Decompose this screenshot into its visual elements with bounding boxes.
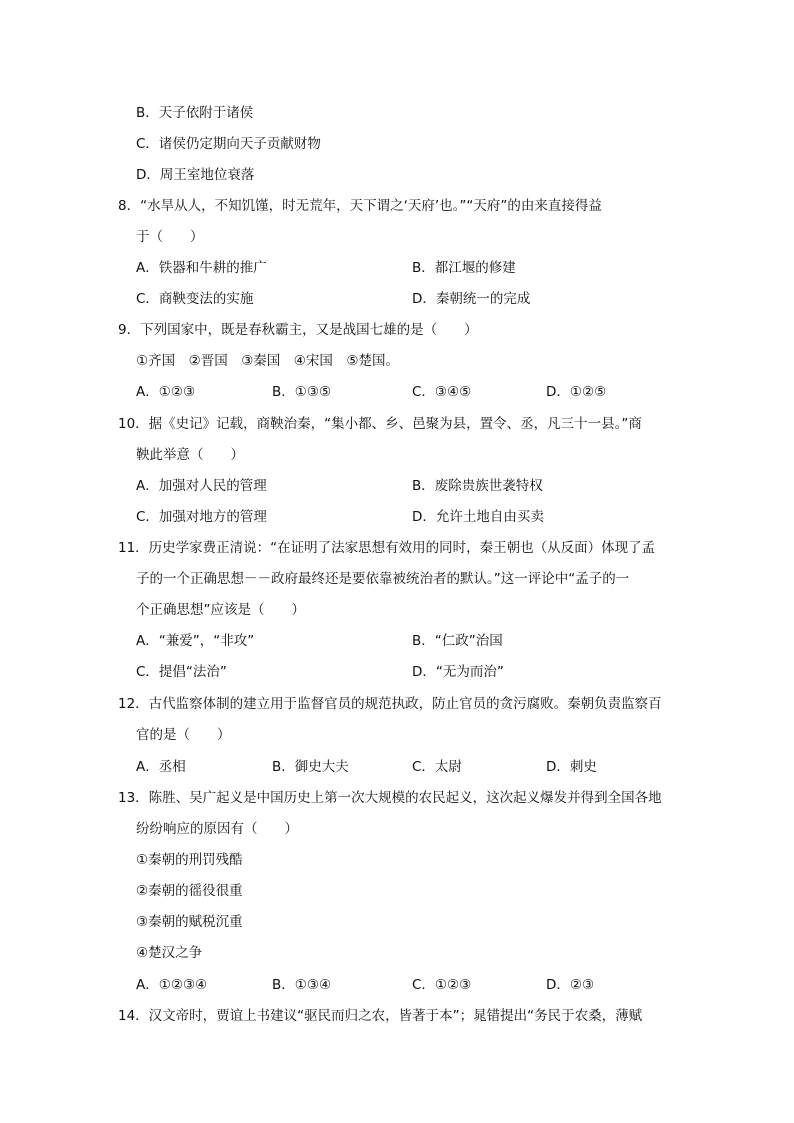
q7-option-d: D．周王室地位衰落: [136, 167, 255, 183]
q13-stem-line2: 纷纷响应的原因有（ ）: [136, 821, 298, 837]
q12-stem-line1: 12．古代监察体制的建立用于监督官员的规范执政，防止官员的贪污腐败。秦朝负责监察百: [118, 696, 662, 712]
q11-stem-line3: 个正确思想”应该是（ ）: [136, 602, 305, 618]
q13-option-d: D．②③: [546, 977, 595, 993]
q13-statement-1: ①秦朝的刑罚残酷: [136, 852, 243, 868]
q12-option-c: C．太尉: [412, 759, 462, 775]
q11-option-c: C．提倡“法治”: [136, 664, 227, 680]
q12-stem-line2: 官的是（ ）: [136, 727, 231, 743]
q8-option-a: A．铁器和牛耕的推广: [136, 260, 267, 276]
q9-option-d: D．①②⑤: [546, 384, 607, 400]
q8-stem-line1: 8．“水旱从人，不知饥馑，时无荒年，天下谓之‘天府’也。”“天府”的由来直接得益: [118, 198, 602, 214]
q9-stem-line2: ①齐国 ②晋国 ③秦国 ④宋国 ⑤楚国。: [136, 353, 400, 369]
q11-option-b: B．“仁政”治国: [412, 633, 503, 649]
q8-stem-line2: 于（ ）: [136, 229, 204, 245]
q7-option-c: C．诸侯仍定期向天子贡献财物: [136, 136, 321, 152]
q12-option-a: A．丞相: [136, 759, 186, 775]
q9-stem-line1: 9．下列国家中，既是春秋霸主，又是战国七雄的是（ ）: [118, 322, 478, 338]
q13-statement-2: ②秦朝的徭役很重: [136, 883, 243, 899]
q10-option-b: B．废除贵族世袭特权: [412, 478, 543, 494]
q13-stem-line1: 13．陈胜、吴广起义是中国历史上第一次大规模的农民起义，这次起义爆发并得到全国各地: [118, 790, 662, 806]
q11-stem-line1: 11．历史学家费正清说：“在证明了法家思想有效用的同时，秦王朝也（从反面）体现了孟: [118, 540, 656, 556]
q12-option-d: D．刺史: [546, 759, 597, 775]
q10-stem-line1: 10．据《史记》记载，商鞅治秦，“集小都、乡、邑聚为县，置令、丞，凡三十一县。”商: [118, 416, 642, 432]
q14-stem-line1: 14．汉文帝时，贾谊上书建议“驱民而归之农，皆著于本”；晁错提出“务民于农桑，薄赋: [118, 1008, 643, 1024]
q8-option-b: B．都江堰的修建: [412, 260, 516, 276]
q7-option-b: B．天子依附于诸侯: [136, 105, 254, 121]
q11-option-d: D．“无为而治”: [412, 664, 504, 680]
q12-option-b: B．御史大夫: [272, 759, 349, 775]
q10-option-a: A．加强对人民的管理: [136, 478, 267, 494]
q13-option-c: C．①②③: [412, 977, 472, 993]
q8-option-c: C．商鞅变法的实施: [136, 291, 254, 307]
q13-option-a: A．①②③④: [136, 977, 208, 993]
q10-option-d: D．允许土地自由买卖: [412, 509, 544, 525]
q13-statement-3: ③秦朝的赋税沉重: [136, 914, 243, 930]
q11-option-a: A．“兼爱”，“非攻”: [136, 633, 255, 649]
q9-option-a: A．①②③: [136, 384, 196, 400]
q10-option-c: C．加强对地方的管理: [136, 509, 267, 525]
q10-stem-line2: 鞅此举意（ ）: [136, 447, 244, 463]
q13-statement-4: ④楚汉之争: [136, 945, 203, 961]
q13-option-b: B．①③④: [272, 977, 332, 993]
q9-option-c: C．③④⑤: [412, 384, 472, 400]
q9-option-b: B．①③⑤: [272, 384, 332, 400]
q8-option-d: D．秦朝统一的完成: [412, 291, 531, 307]
q11-stem-line2: 子的一个正确思想－－政府最终还是要依靠被统治者的默认。”这一评论中“孟子的一: [136, 571, 630, 587]
